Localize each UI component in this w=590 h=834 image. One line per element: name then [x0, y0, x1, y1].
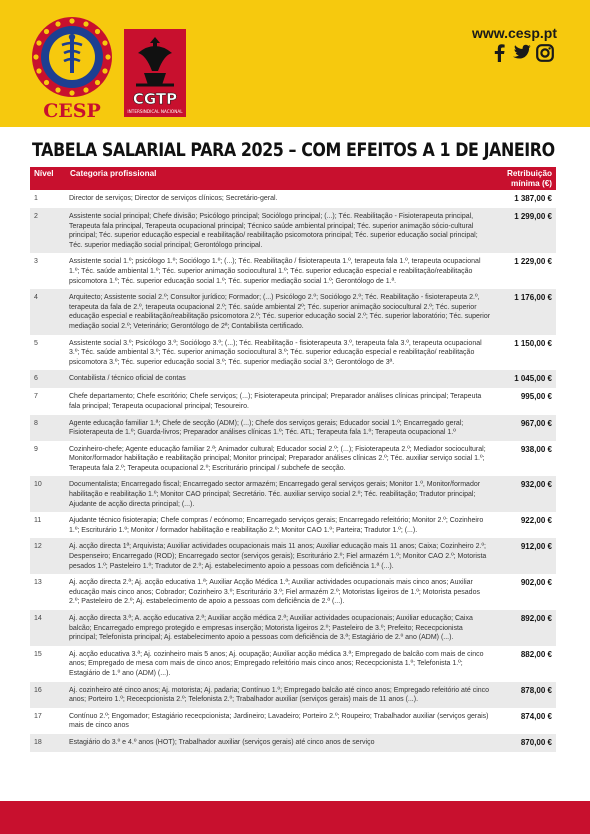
- cgtp-logo-text: CGTP: [132, 90, 178, 108]
- table-row: [30, 682, 556, 708]
- row-level: 14: [30, 610, 66, 646]
- row-category: Ajudante técnico fisioterapia; Chefe compras / ecónomo; Encarregado serviços gerais; Encarregado refeitório; Monitor 2.º; Cozinheiro 1.º; Escriturário 1.º; Monitor / formador habilitação e reabilitação 2.º; Monitor CAO 1.º; Parteira; Tradutor 1.º; (...).: [69, 517, 484, 534]
- row-pay: 1 299,00 €: [494, 208, 556, 253]
- instagram-icon[interactable]: [536, 44, 554, 62]
- row-category: Assistente social principal; Chefe divisão; Psicólogo principal; Sociólogo principal; (...); Téc. Reabilitação - Fisioterapeuta principal, Terapeuta fala principal, Terapeuta ocupacional principal; Técnico saúde ambiental principal; Téc. superior animação sócio-cultural principal; Téc. superior educação especial e reabilitação/ reabilitação psicomotora principal; Téc. superior educação social principal; Téc. superior mediação social principal; Gerontólogo principal.: [66, 208, 494, 253]
- row-pay: 892,00 €: [494, 610, 556, 646]
- table-header-row: [30, 167, 556, 190]
- row-category: Agente educação familiar 1.ª; Chefe de secção (ADM); (...); Chefe dos serviços gerais; Educador social 1.º; Encarregado geral; Fisioterapeuta de 1.º; Guarda-livros; Preparador análises clínicas 1.º; Téc. ATL; Terapeuta fala 1.º; Terapeuta ocupacional 1.º: [66, 415, 494, 441]
- row-level: 6: [30, 370, 66, 388]
- row-level: 2: [30, 208, 66, 253]
- row-level: 9: [34, 445, 38, 453]
- table-row: [30, 441, 556, 477]
- row-category: Documentalista; Encarregado fiscal; Encarregado sector armazém; Encarregado geral serviços gerais; Monitor 1.º, Monitor/formador habilitação e reabilitação 1.º; Monitor CAO principal; Secretário. Téc. auxiliar serviço social 2.º; Téc. reabilitação; Tradutor principal; Ajudante de acção directa principal; (...).: [66, 476, 494, 512]
- column-header-pay-line2: mínima (€): [511, 179, 552, 188]
- cesp-logo-text: CESP: [43, 100, 101, 121]
- row-level: 18: [30, 734, 66, 752]
- row-category: Cozinheiro-chefe; Agente educação familiar 2.ª; Animador cultural; Educador social 2.º; (...); Fisioterapeuta 2.º; Mediador sociocultural; Monitor/formador habilitação e reabilitação principal; Monitor principal; Preparador análises clínicas 2.º; Téc. auxiliar serviço social 1.º; Terapeuta fala 2.º; Terapeuta ocupacional 2.º; Escriturário principal / subchefe de secção.: [69, 445, 486, 472]
- row-category: Arquitecto; Assistente social 2.º; Consultor jurídico; Formador; (...) Psicólogo 2.º; Sociólogo 2.º; Téc. Reabilitação - fisioterapeuta 2.º, terapeuta da fala de 2.º, terapeuta ocupacional 2.º; Téc. saúde ambiental 2º; Téc. superior animação sociocultural 2.º; Téc. superior educação especial e reabilitação/reabilitação psicomotora 2.º; Téc. superior educação social 2.º; Téc. superior laboratório; Téc. superior mediação social 2.º; Veterinário; Gerontólogo de 2ª; Contabilista certificado.: [66, 289, 494, 334]
- row-pay: 902,00 €: [520, 578, 552, 588]
- table-row: [30, 708, 556, 734]
- row-category: Aj. cozinheiro até cinco anos; Aj. motorista; Aj. padaria; Contínuo 1.º; Empregado balcão até cinco anos; Empregado refeitório até cinco anos; Porteiro 1.º; Rececpcionista 2.º; Telefonista 2.º; Trabalhador auxiliar (serviços gerais) mais de 11 anos (...).: [66, 682, 494, 708]
- row-pay: 1 229,00 €: [514, 257, 552, 267]
- row-pay: 878,00 €: [494, 682, 556, 708]
- row-pay: 874,00 €: [520, 711, 552, 721]
- row-level: 13: [34, 579, 42, 587]
- page-title: TABELA SALARIAL PARA 2025 – COM EFEITOS A 1 DE JANEIRO: [32, 140, 555, 161]
- table-row: [30, 289, 556, 334]
- table-row: [30, 734, 556, 752]
- cgtp-logo-subtitle: INTERSINDICAL NACIONAL: [127, 109, 183, 114]
- website-link[interactable]: www.cesp.pt: [471, 25, 557, 41]
- row-pay: 870,00 €: [494, 734, 556, 752]
- row-category: Chefe departamento; Chefe escritório; Chefe serviços; (...); Fisioterapeuta principal; Preparador análises clínicas principal; Terapeuta fala principal; Terapeuta ocupacional principal; Tesoureiro.: [69, 393, 482, 410]
- table-row: [30, 646, 556, 682]
- row-pay: 932,00 €: [494, 476, 556, 512]
- row-level: 16: [30, 682, 66, 708]
- row-pay: 995,00 €: [520, 392, 552, 402]
- table-row: [30, 190, 556, 208]
- row-category: Aj. acção directa 1ª; Arquivista; Auxiliar actividades ocupacionais mais 11 anos; Auxiliar educação mais 11 anos; Caixa; Cozinheiro 2.º; Despenseiro; Encarregado (ROD); Encarregado sector (serviços gerais); Escriturário 2.º; Fiel armazém 1.º; Monitor CAO 2.º; Motorista pesados 1.º; Pasteleiro 1.º; Tradutor de 2.º; Aj. estabelecimento apoio a pessoas com deficiência 1.ª (...).: [66, 538, 494, 574]
- table-row: [30, 476, 556, 512]
- row-pay: 1 045,00 €: [494, 370, 556, 388]
- column-header-level: Nível: [30, 167, 66, 190]
- column-header-category: Categoria profissional: [66, 167, 494, 190]
- row-level: 1: [34, 195, 38, 202]
- row-level: 15: [34, 650, 42, 658]
- row-category: Estagiário do 3.º e 4.º anos (HOT); Trabalhador auxiliar (serviços gerais) até cinco anos de serviço: [66, 734, 494, 752]
- table-row: [30, 512, 556, 538]
- row-category: Assistente social 1.º; psicólogo 1.º; Sociólogo 1.º; (...); Téc. Reabilitação / fisioterapeuta 1.º, terapeuta fala 1.º, terapeuta ocupacional 1.º; Téc. saúde ambiental 1.º; Téc. superior animação sociocultural 1.º; Téc. superior educação especial e reabilitação/reabilitação psicomotora 1.º; Téc. superior educação social 1.º; Téc. superior mediação social 1.º; Gerontólogo de 1.ª.: [69, 258, 481, 285]
- table-row: [30, 370, 556, 388]
- header-band: [0, 0, 590, 127]
- table-row: [30, 610, 556, 646]
- row-pay: 1 176,00 €: [494, 289, 556, 334]
- table-row: [30, 253, 556, 289]
- row-level: 7: [34, 393, 38, 401]
- facebook-icon[interactable]: [493, 44, 505, 62]
- row-level: 8: [30, 415, 66, 441]
- table-row: [30, 208, 556, 253]
- row-category: Aj. acção educativa 3.ª; Aj. cozinheiro mais 5 anos; Aj. ocupação; Auxiliar acção médica 3.ª; Empregado de balcão com mais de cinco anos; Empregado de mesa com mais de cinco anos; Empregado refeitório mais cinco anos; Rececpcionista 1.º; Telefonista 1.º; Estagiário de 1.º ano (ADM) (...).: [69, 650, 484, 677]
- table-row: [30, 574, 556, 610]
- row-pay: 882,00 €: [520, 649, 552, 659]
- row-level: 5: [34, 339, 38, 347]
- cgtp-logo: [124, 29, 186, 117]
- row-level: 10: [30, 476, 66, 512]
- table-row: [30, 538, 556, 574]
- column-header-pay-line1: Retribuição: [506, 169, 552, 178]
- row-pay: 922,00 €: [520, 516, 552, 526]
- row-level: 11: [34, 517, 42, 525]
- row-pay: 1 150,00 €: [514, 338, 552, 348]
- column-header-pay: [494, 167, 556, 190]
- row-category: Assistente social 3.º; Psicólogo 3.º; Sociólogo 3.º; (...); Téc. Reabilitação - fisioterapeuta 3.º, terapeuta fala 3.º, terapeuta ocupacional 3.º; Téc. saúde ambiental 3.º; Téc. superior animação sociocultural 3.º; Téc. superior educação especial e reabilitação/ reabilitação psicomotora 3.º; Téc. superior educação social 3.º; Téc. superior mediação social 3.º; Gerontólogo de 3ª.: [69, 339, 482, 366]
- row-level: 3: [34, 258, 38, 266]
- salary-table: [30, 167, 556, 752]
- row-category: Contínuo 2.º; Engomador; Estagiário rececpcionista; Jardineiro; Lavadeiro; Porteiro 2.º; Roupeiro; Trabalhador auxiliar (serviços gerais) mais de cinco anos: [69, 712, 489, 730]
- twitter-icon[interactable]: [510, 44, 531, 62]
- cesp-logo: [26, 15, 118, 121]
- row-category: Contabilista / técnico oficial de contas: [66, 370, 494, 388]
- table-row: [30, 388, 556, 414]
- row-level: 12: [30, 538, 66, 574]
- row-category: Director de serviços; Director de serviços clínicos; Secretário-geral.: [69, 195, 278, 202]
- table-row: [30, 335, 556, 371]
- row-pay: 1 387,00 €: [514, 194, 552, 203]
- row-level: 4: [30, 289, 66, 334]
- row-pay: 912,00 €: [494, 538, 556, 574]
- row-level: 17: [34, 712, 42, 720]
- row-category: Aj. acção directa 3.ª; A. acção educativa 2.ª; Auxiliar acção médica 2.ª; Auxiliar actividades ocupacionais; Auxiliar educação; Caixa balcão; Encarregado emprego protegido e empresas inserção; Motorista ligeiros 2.º; Pasteleiro de 3.º; Prefeito; Rececpcionista principal; Telefonista principal; Aj. estabelecimento apoio a pessoas com deficiência de 3.ª; Estagiário de 2.º ano (ADM) (...).: [66, 610, 494, 646]
- row-pay: 967,00 €: [494, 415, 556, 441]
- footer-band: [0, 801, 590, 834]
- row-pay: 938,00 €: [520, 444, 552, 454]
- table-row: [30, 415, 556, 441]
- social-links: [493, 44, 554, 62]
- row-category: Aj. acção directa 2.ª; Aj. acção educativa 1.ª; Auxiliar Acção Médica 1.ª; Auxiliar actividades ocupacionais mais cinco anos; Auxiliar educação mais cinco anos; Cobrador; Cozinheiro 3.º; Escriturário 3.º; Fiel armazém 2.º; Motoristas ligeiros de 1.º; Motorista pesados 2.º; Pasteleiro de 2.º; Aj. estabelecimento de apoio a pessoas com deficiência de 2.ª (...).: [69, 579, 480, 606]
